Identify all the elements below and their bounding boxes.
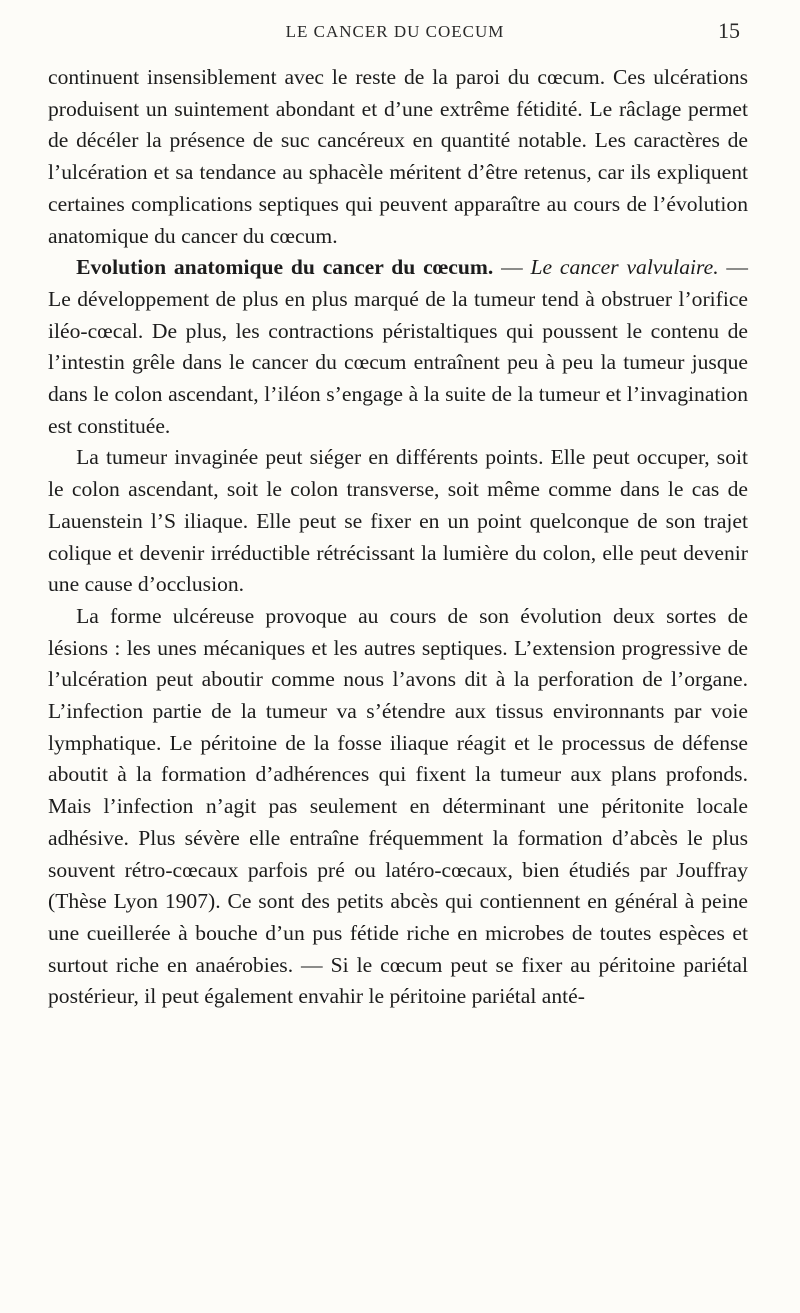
paragraph-continued: continuent insensiblement avec le reste de la paroi du cœcum. Ces ulcérations produisent un suintement abondant et d’une extrême fétidité. Le râclage permet de décéler la présence de suc cancéreux en quantité notable. Les caractères de l’ulcération et sa tendance au sphacèle méritent d’être retenus, car ils expliquent certaines complications septiques qui peuvent apparaître au cours de l’évolution anatomique du cancer du cœcum. (48, 65, 748, 248)
paragraph-text: Le développement de plus en plus marqué de la tumeur tend à obstruer l’orifice iléo-cœcal. De plus, les contractions péristaltiques qui poussent le contenu de l’intestin grêle dans le cancer du cœcum entraînent peu à peu la tumeur jusque dans le colon ascendant, l’iléon s’engage à la suite de la tumeur et l’invagination est constituée. (48, 286, 748, 438)
section-heading: Evolution anatomique du cancer du cœcum. (76, 255, 494, 280)
paragraph-evolution (48, 252, 748, 442)
dash-separator: — (718, 255, 748, 280)
page-number: 15 (718, 18, 740, 43)
paragraph-ulcerative-form: La forme ulcéreuse provoque au cours de son évolution deux sortes de lésions : les unes mécaniques et les autres septiques. L’extension progressive de l’ulcération peut aboutir comme nous l’avons dit à la perforation de l’organe. L’infection partie de la tumeur va s’étendre aux tissus environnants par voie lymphatique. Le péritoine de la fosse iliaque réagit et le processus de défense aboutit à la formation d’adhérences qui fixent la tumeur aux plans profonds. Mais l’infection n’agit pas seulement en déterminant une péritonite locale adhésive. Plus sévère elle entraîne fréquemment la formation d’abcès le plus souvent rétro-cœcaux parfois pré ou latéro-cœcaux, bien étudiés par Jouffray (Thèse Lyon 1907). Ce sont des petits abcès qui contiennent en général à peine une cueillerée à bouche d’un pus fétide riche en microbes de toutes espèces et surtout riche en anaérobies. — Si le cœcum peut se fixer au péritoine pariétal postérieur, il peut également envahir le péritoine pariétal anté- (48, 603, 748, 1009)
body-text (48, 62, 748, 1013)
dash-separator: — (493, 255, 531, 280)
paragraph-invagination: La tumeur invaginée peut siéger en différents points. Elle peut occuper, soit le colon ascendant, soit le colon transverse, soit même comme dans le cas de Lauenstein l’S iliaque. Elle peut se fixer en un point quelconque de son trajet colique et devenir irréductible rétrécissant la lumière du colon, elle peut devenir une cause d’occlusion. (48, 445, 748, 597)
running-title: LE CANCER DU COECUM (285, 22, 505, 41)
page-header (50, 18, 740, 46)
subsection-heading: Le cancer valvulaire. (530, 255, 719, 280)
